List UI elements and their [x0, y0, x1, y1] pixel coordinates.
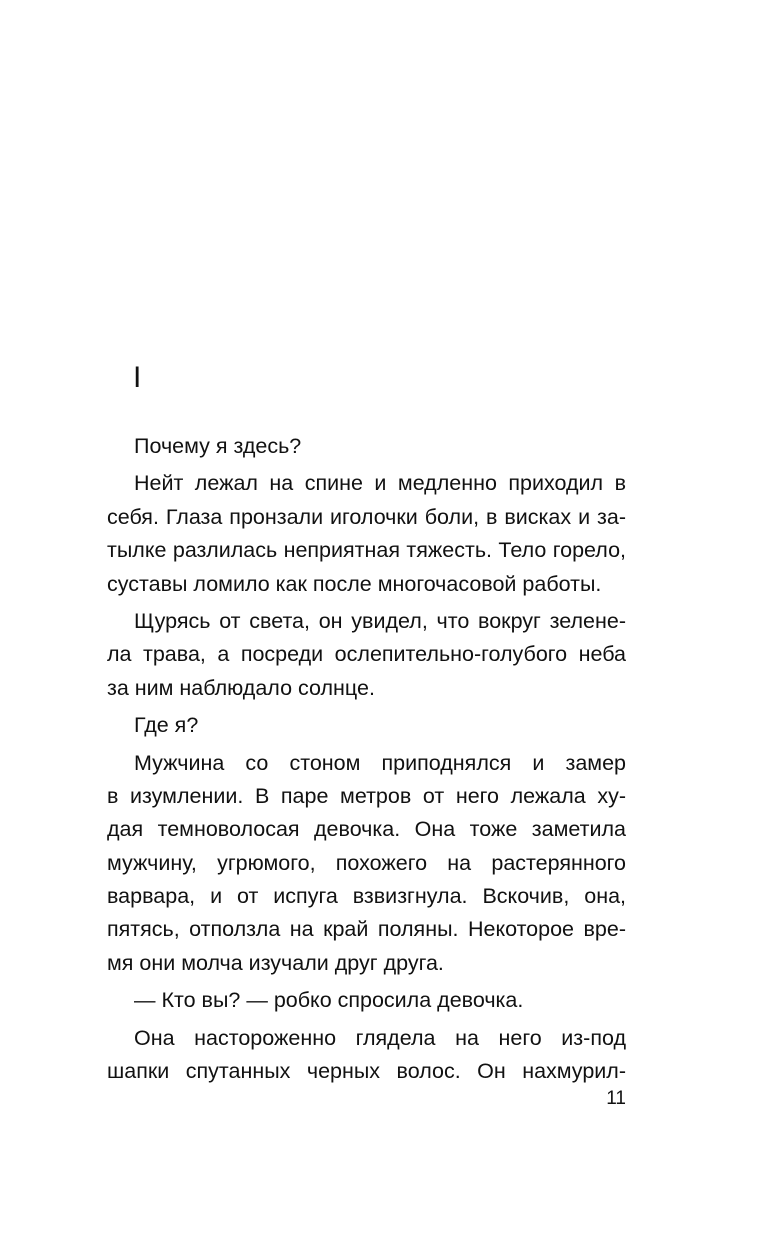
- page-number: 11: [606, 1088, 626, 1109]
- text-line: шапки спутанных черных волос. Он нахмурил-: [107, 1059, 626, 1084]
- text-line: мужчину, угрюмого, похожего на растерянного: [107, 850, 626, 875]
- chapter-number: I: [133, 361, 142, 394]
- text-line: Мужчина со стоном приподнялся и замер: [134, 750, 626, 775]
- paragraph: [107, 467, 626, 601]
- paragraph: [107, 430, 626, 463]
- text-line: суставы ломило как после многочасовой работы.: [107, 571, 602, 596]
- paragraph: [107, 984, 626, 1017]
- text-line: пятясь, отползла на край поляны. Некоторое вре-: [107, 917, 626, 942]
- page-body: [107, 430, 626, 1088]
- text-line: — Кто вы? — робко спросила девочка.: [134, 988, 524, 1013]
- text-line: мя они молча изучали друг друга.: [107, 950, 444, 975]
- text-line: Где я?: [134, 713, 199, 738]
- text-line: Щурясь от света, он увидел, что вокруг зелене-: [134, 608, 626, 633]
- paragraph: [107, 605, 626, 705]
- text-line: ла трава, а посреди ослепительно-голубого неба: [107, 642, 626, 667]
- paragraph: [107, 709, 626, 742]
- text-line: за ним наблюдало солнце.: [107, 675, 375, 700]
- text-line: Нейт лежал на спине и медленно приходил в: [134, 471, 626, 496]
- text-line: Почему я здесь?: [134, 434, 302, 458]
- text-line: в изумлении. В паре метров от него лежала ху-: [107, 783, 626, 808]
- text-line: варвара, и от испуга взвизгнула. Вскочив, она,: [107, 884, 626, 909]
- text-line: тылке разлилась неприятная тяжесть. Тело горело,: [107, 538, 626, 563]
- text-line: себя. Глаза пронзали иголочки боли, в висках и за-: [107, 504, 626, 529]
- text-line: Она настороженно глядела на него из-под: [134, 1025, 626, 1050]
- text-line: дая темноволосая девочка. Она тоже заметила: [107, 817, 626, 842]
- paragraph: [107, 1022, 626, 1089]
- paragraph: [107, 747, 626, 981]
